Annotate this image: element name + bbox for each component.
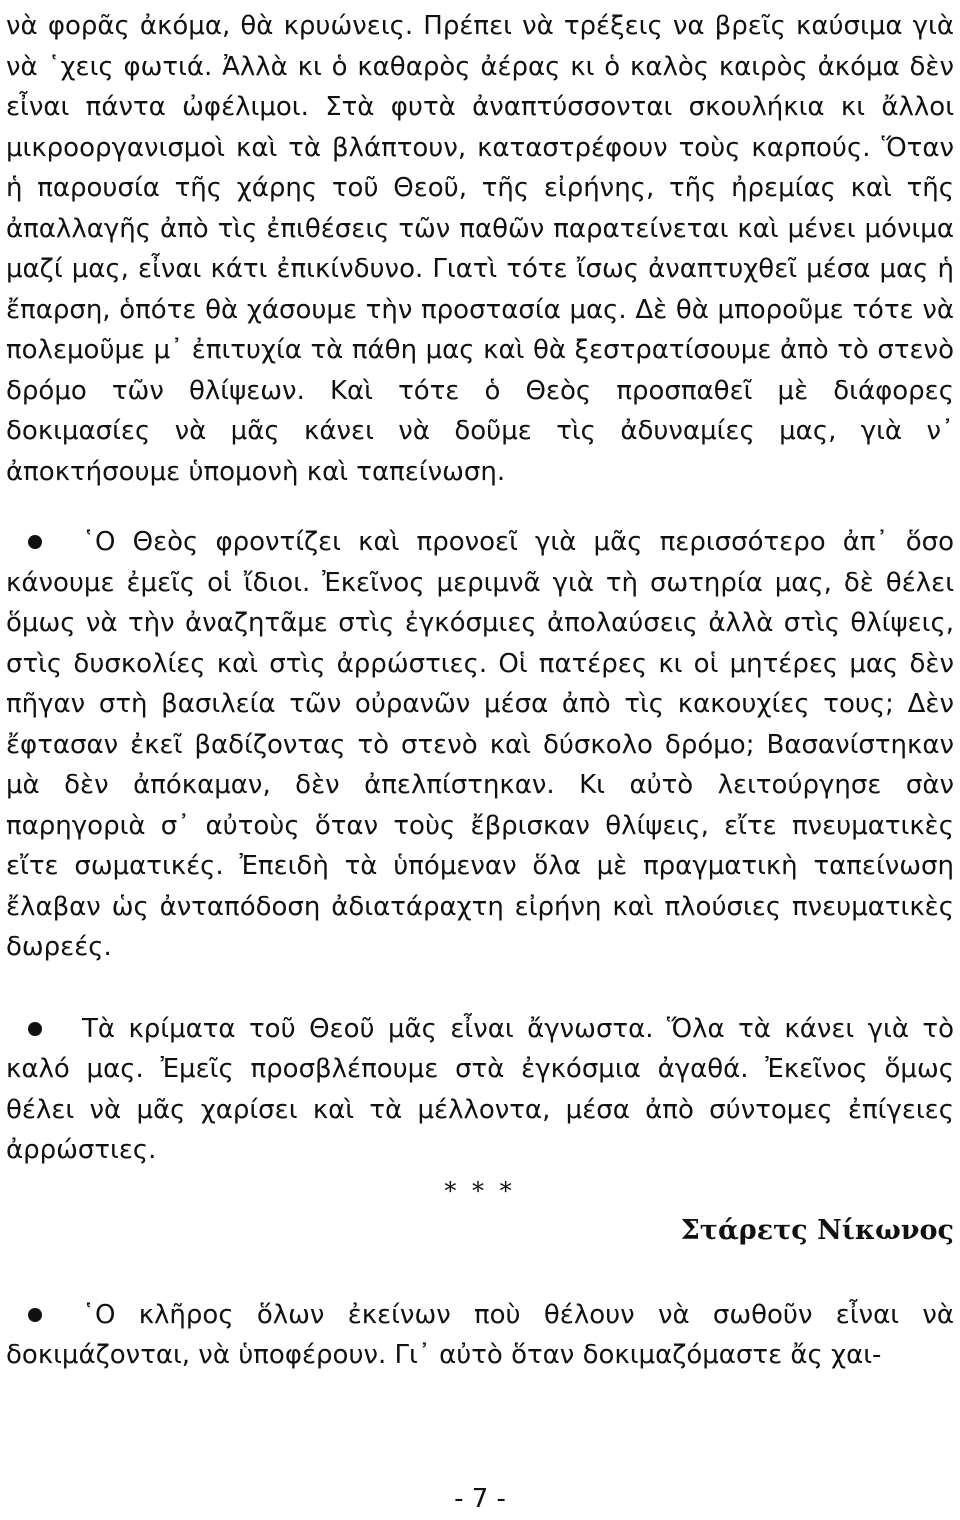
- page-number: - 7 -: [454, 1484, 506, 1514]
- intro-paragraph: νὰ φορᾶς ἀκόμα, θὰ κρυώνεις. Πρέπει νὰ τρέξεις να βρεῖς καύσιμα γιὰ νὰ ῾χεις φωτιά. Ἀλλὰ κι ὁ καθαρὸς ἀέρας κι ὁ καλὸς καιρὸς ἀκόμα δὲν εἶναι πάντα ὠφέλιμοι. Στὰ φυτὰ ἀναπτύσσονται σκουλήκια κι ἄλλοι μικροοργανισμοὶ καὶ τὰ βλάπτουν, καταστρέφουν τοὺς καρπούς. Ὅταν ἡ παρουσία τῆς χάρης τοῦ Θεοῦ, τῆς εἰρήνης, τῆς ἠρεμίας καὶ τῆς ἀπαλλαγῆς ἀπὸ τὶς ἐπιθέσεις τῶν παθῶν παρατείνεται καὶ μένει μόνιμα μαζί μας, εἶναι κάτι ἐπικίνδυνο. Γιατὶ τότε ἴσως ἀναπτυχθεῖ μέσα μας ἡ ἔπαρση, ὁπότε θὰ χάσουμε τὴν προστασία μας. Δὲ θὰ μποροῦμε τότε νὰ πολεμοῦμε μ᾽ ἐπιτυχία τὰ πάθη μας καὶ θὰ ξεστρατίσουμε ἀπὸ τὸ στενὸ δρόμο τῶν θλίψεων. Καὶ τότε ὁ Θεὸς προσπαθεῖ μὲ διάφορες δοκιμασίες νὰ μᾶς κάνει νὰ δοῦμε τὶς ἀδυναμίες μας, γιὰ ν᾽ ἀποκτήσουμε ὑπομονὴ καὶ ταπείνωση.: [6, 11, 954, 487]
- bullet-icon: [28, 1308, 42, 1322]
- bullet-paragraph-2: [6, 1009, 954, 1171]
- bullet-paragraph-2-text: Τὰ κρίματα τοῦ Θεοῦ μᾶς εἶναι ἄγνωστα. Ὅλα τὰ κάνει γιὰ τὸ καλό μας. Ἐμεῖς προσβλέπουμε στὰ ἐγκόσμια ἀγαθά. Ἐκεῖνος ὅμως θέλει νὰ μᾶς χαρίσει καὶ τὰ μέλλοντα, μέσα ἀπὸ σύντομες ἐπίγειες ἀρρώστιες.: [6, 1013, 954, 1165]
- author-signature: Στάρετς Νίκωνος: [680, 1214, 954, 1246]
- bullet-icon: [28, 1022, 42, 1036]
- bullet-paragraph-1: [6, 522, 954, 968]
- bullet-icon: [28, 535, 42, 549]
- section-separator: * * *: [444, 1176, 516, 1205]
- bullet-paragraph-3: [6, 1295, 954, 1376]
- bullet-paragraph-1-text: ῾Ο Θεὸς φροντίζει καὶ προνοεῖ γιὰ μᾶς περισσότερο ἀπ᾽ ὅσο κάνουμε ἐμεῖς οἱ ἴδιοι. Ἐκεῖνος μεριμνᾶ γιὰ τὴ σωτηρία μας, δὲ θέλει ὅμως νὰ τὴν ἀναζητᾶμε στὶς ἐγκόσμιες ἀπολαύσεις ἀλλὰ στὶς θλίψεις, στὶς δυσκολίες καὶ στὶς ἀρρώστιες. Οἱ πατέρες κι οἱ μητέρες μας δὲν πῆγαν στὴ βασιλεία τῶν οὐρανῶν μέσα ἀπὸ τὶς κακουχίες τους; Δὲν ἔφτασαν ἐκεῖ βαδίζοντας τὸ στενὸ καὶ δύσκολο δρόμο; Βασανίστηκαν μὰ δὲν ἀπόκαμαν, δὲν ἀπελπίστηκαν. Κι αὐτὸ λειτούργησε σὰν παρηγοριὰ σ᾽ αὐτοὺς ὅταν τοὺς ἔβρισκαν θλίψεις, εἴτε πνευματικὲς εἴτε σωματικές. Ἐπειδὴ τὰ ὑπόμεναν ὅλα μὲ πραγματικὴ ταπείνωση ἔλαβαν ὡς ἀνταπόδοση ἀδιατάραχτη εἰρήνη καὶ πλούσιες πνευματικὲς δωρεές.: [6, 527, 954, 962]
- page-body: [6, 6, 954, 1376]
- bullet-paragraph-3-text: ῾Ο κλῆρος ὅλων ἐκείνων ποὺ θέλουν νὰ σωθοῦν εἶναι νὰ δοκιμάζονται, νὰ ὑποφέρουν. Γι᾽ αὐτὸ ὅταν δοκιμαζόμαστε ἄς χαι-: [6, 1299, 954, 1370]
